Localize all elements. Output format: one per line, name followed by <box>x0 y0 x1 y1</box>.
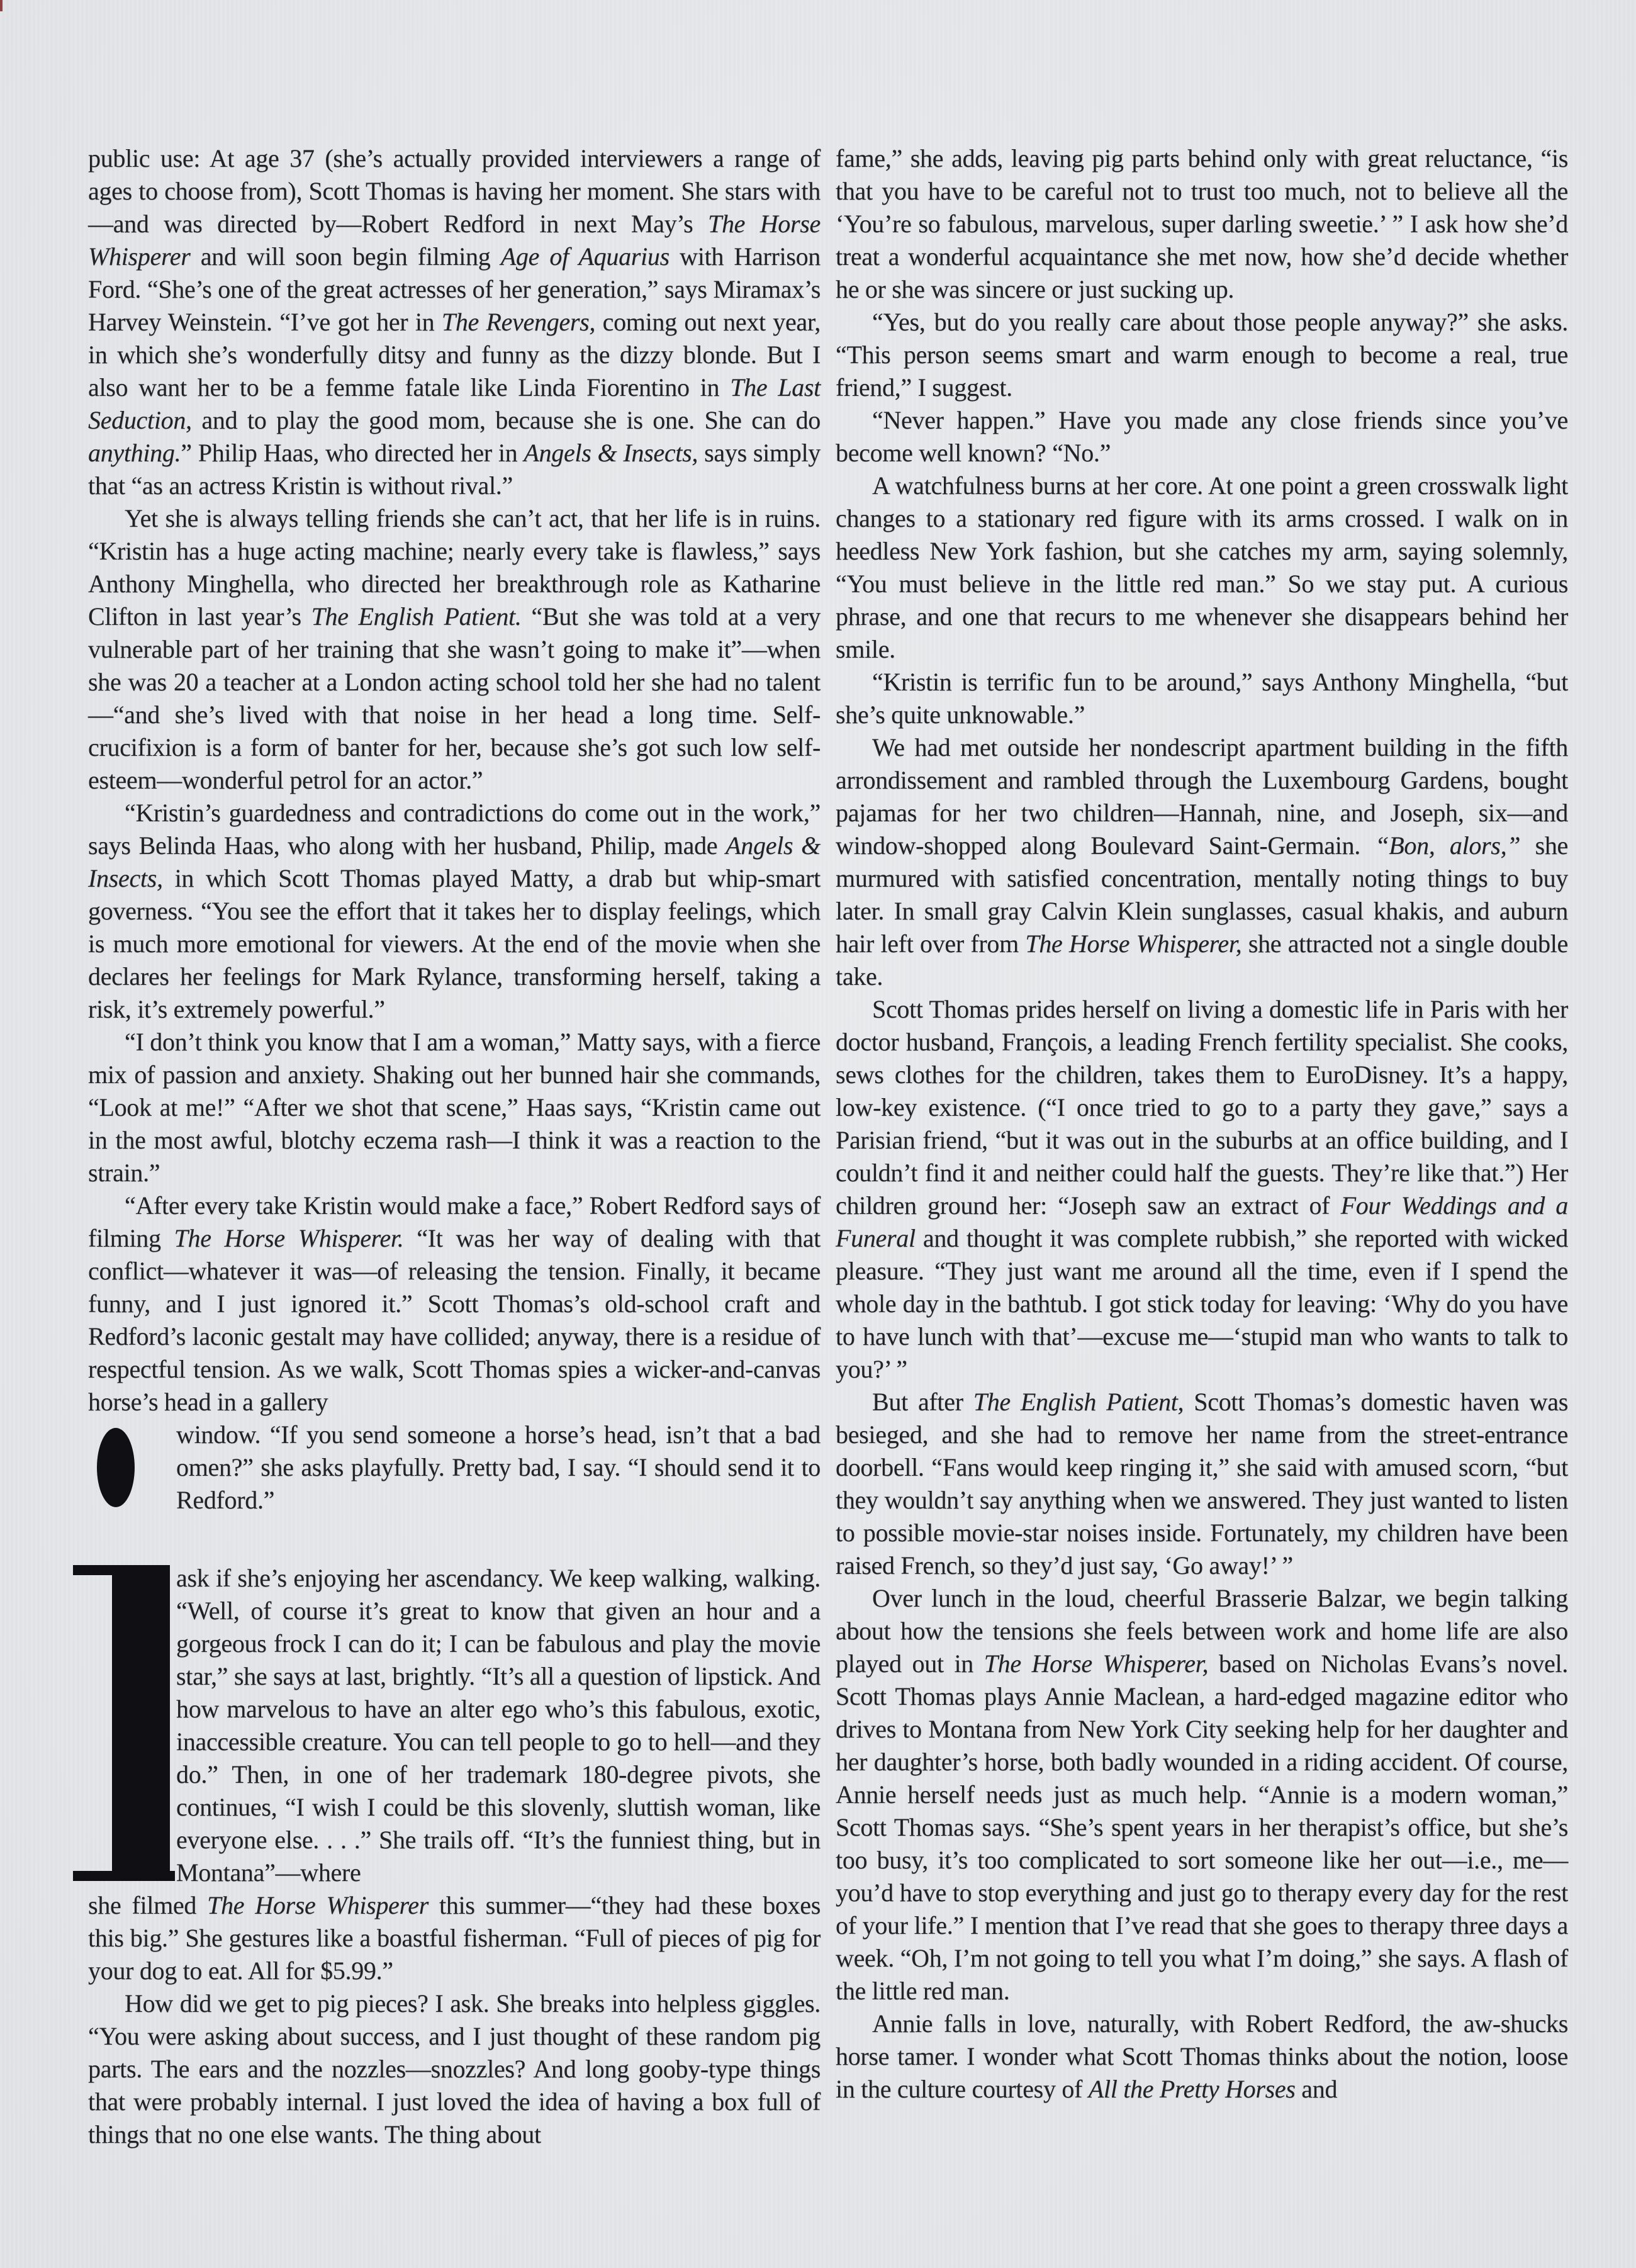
italic-text-segment: The Horse Whisperer, <box>1025 929 1242 958</box>
text-segment: she attracted not a single double take. <box>836 929 1568 991</box>
text-segment: she murmured with satisfied concentration, mentally noting things to buy later. In small gray Calvin Klein sunglasses, casual khakis, and auburn hair left over from <box>836 831 1568 958</box>
text-segment: “But she was told at a very vulnerable part of her training that she wasn’t going to make it”—when she was 20 a teacher at a London acting school told her she had no talent—“and she’s lived with that noise in her head a long time. Self-crucifixion is a form of banter for her, because she’s got such low self-esteem—wonderful petrol for an actor.” <box>88 602 821 794</box>
right-column <box>836 142 1568 2151</box>
text-segment: and thought it was complete rubbish,” she reported with wicked pleasure. “They just want me around all the time, even if I spend the whole day in the bathtub. I got stick today for leaving: ‘Why do you have to have lunch with that’—excuse me—‘stupid man who wants to talk to you?’ ” <box>836 1224 1568 1383</box>
text-segment: public use: At age 37 (she’s actually provided interviewers a range of ages to choose from), Scott Thomas is having her moment. She stars with—and was directed by—Robert Redford in next May’s <box>88 144 821 238</box>
text-segment: and will soon begin filming <box>190 242 501 271</box>
text-segment: says simply that “as an actress Kristin is without rival.” <box>88 439 821 500</box>
italic-text-segment: The Revengers, <box>441 308 596 336</box>
paragraph <box>836 142 1568 306</box>
paragraph <box>836 404 1568 469</box>
text-segment: We had met outside her nondescript apartment building in the fifth arrondissement and rambled through the Luxembourg Gardens, bought pajamas for her two children—Hannah, nine, and Joseph, six—and window-shopped along Boulevard Saint-Germain. <box>836 733 1568 860</box>
text-segment: this summer—“they had these boxes this big.” She gestures like a boastful fisherman. “Full of pieces of pig for your dog to eat. All for $5.99.” <box>88 1891 821 1985</box>
text-segment: How did we get to pig pieces? I ask. She breaks into helpless giggles. “You were asking about success, and I just thought of these random pig parts. The ears and the nozzles—snozzles? And long gooby-type things that were probably internal. I just loved the idea of having a box full of things that no one else wants. The thing about <box>88 1989 821 2148</box>
paragraph <box>836 1386 1568 1582</box>
text-segment: “Never happen.” Have you made any close friends since you’ve become well known? “No.” <box>836 406 1568 467</box>
text-segment: But after <box>872 1388 973 1416</box>
text-segment: “It was her way of dealing with that conflict—whatever it was—of releasing the tension. Finally, it became funny, and I just ignored it.” Scott Thomas’s old-school craft and Redford’s laconic gestalt may have collided; anyway, there is a residue of respectful tension. As we walk, Scott Thomas spies a wicker-and-canvas horse’s head in a gallery <box>88 1224 821 1416</box>
text-segment: ask if she’s enjoying her ascendancy. We keep walking, walking. “Well, of course it’s great to know that given an hour and a gorgeous frock I can do it; I can be fabulous and play the movie star,” she says at last, brightly. “It’s all a question of lipstick. And how marvelous to have an alter ego who’s this fabulous, exotic, inaccessible creature. You can tell people to go to hell—and they do.” Then, in one of her trademark 180-degree pivots, she continues, “I wish I could be this slovenly, sluttish woman, like everyone else. . . .” She trails off. “It’s the funniest thing, but in Montana”—where <box>176 1564 821 1887</box>
italic-text-segment: “Bon, alors,” <box>1375 831 1521 860</box>
paragraph <box>88 1026 821 1189</box>
section-oval-marker <box>97 1428 135 1507</box>
italic-text-segment: Angels & Insects, <box>524 439 698 467</box>
text-segment: “I don’t think you know that I am a woman,” Matty says, with a fierce mix of passion and anxiety. Shaking out her bunned hair she commands, “Look at me!” “After we shot that scene,” Haas says, “Kristin came out in the most awful, blotchy eczema rash—I think it was a reaction to the strain.” <box>88 1028 821 1187</box>
paragraph <box>836 2007 1568 2106</box>
text-segment: “After every take Kristin would make a face,” Robert Redford says of filming <box>88 1191 821 1252</box>
drop-cap-section <box>88 1562 821 1889</box>
text-segment: in which Scott Thomas played Matty, a drab but whip-smart governess. “You see the effort that it takes her to display feelings, which is much more emotional for viewers. At the end of the movie when she declares her feelings for Mark Rylance, transforming herself, taking a risk, it’s extremely powerful.” <box>88 864 821 1023</box>
italic-text-segment: The Horse Whisperer. <box>174 1224 404 1252</box>
italic-text-segment: Age of Aquarius <box>500 242 670 271</box>
text-segment: A watchfulness burns at her core. At one point a green crosswalk light changes to a stationary red figure with its arms crossed. I walk on in heedless New York fashion, but she catches my arm, saying solemnly, “You must believe in the little red man.” So we stay put. A curious phrase, and one that recurs to me whenever she disappears behind her smile. <box>836 471 1568 663</box>
paragraph <box>176 1562 821 1889</box>
text-segment: and <box>1295 2075 1338 2103</box>
text-segment: fame,” she adds, leaving pig parts behind only with great reluctance, “is that you have to be careful not to trust too much, not to believe all the ‘You’re so fabulous, marvelous, super darling sweetie.’ ” I ask how she’d treat a wonderful acquaintance she met now, how she’d decide whether he or she was sincere or just sucking up. <box>836 144 1568 303</box>
text-segment: “Kristin is terrific fun to be around,” says Anthony Minghella, “but she’s quite unknowable.” <box>836 668 1568 729</box>
text-segment: she filmed <box>88 1891 208 1919</box>
paragraph <box>836 1582 1568 2007</box>
text-segment: and to play the good mom, because she is one. She can do <box>191 406 821 434</box>
paragraph <box>836 666 1568 731</box>
left-column <box>88 142 821 2151</box>
drop-cap-bottom-serif <box>73 1871 175 1881</box>
paragraph <box>88 797 821 1026</box>
italic-text-segment: The English Patient, <box>973 1388 1184 1416</box>
article-body <box>88 142 1568 2151</box>
text-segment: Scott Thomas’s domestic haven was besieged, and she had to remove her name from the street-entrance doorbell. “Fans would keep ringing it,” she said with amused scorn, “but they wouldn’t say anything when we answered. They just wanted to listen to possible movie-star noises inside. Fortunately, my children have been raised French, so they’d just say, ‘Go away!’ ” <box>836 1388 1568 1580</box>
text-segment: “Kristin’s guardedness and contradictions do come out in the work,” says Belinda Haas, who along with her husband, Philip, made <box>88 799 821 860</box>
drop-cap-letter-i <box>72 1565 176 1881</box>
text-segment: with Harrison Ford. “She’s one of the great actresses of her generation,” says Miramax’s Harvey Weinstein. “I’ve got her in <box>88 242 821 336</box>
paragraph <box>836 469 1568 666</box>
italic-text-segment: anything. <box>88 439 181 467</box>
italic-text-segment: The English Patient. <box>311 602 522 631</box>
paragraph <box>88 502 821 797</box>
paragraph <box>88 1987 821 2151</box>
paragraph <box>176 1418 821 1517</box>
text-segment: Annie falls in love, naturally, with Robert Redford, the aw-shucks horse tamer. I wonder what Scott Thomas thinks about the notion, loose in the culture courtesy of <box>836 2009 1568 2103</box>
oval-marker-row <box>88 1418 821 1517</box>
italic-text-segment: Angels & Insects, <box>88 831 821 892</box>
drop-cap-stem <box>112 1565 170 1881</box>
text-segment: “Yes, but do you really care about those people anyway?” she asks. “This person seems smart and warm enough to become a real, true friend,” I suggest. <box>836 308 1568 401</box>
text-segment: window. “If you send someone a horse’s head, isn’t that a bad omen?” she asks playfully. Pretty bad, I say. “I should send it to Redford.” <box>176 1420 821 1514</box>
oval-marker-cell <box>88 1418 176 1517</box>
text-segment: based on Nicholas Evans’s novel. Scott Thomas plays Annie Maclean, a hard-edged magazine editor who drives to Montana from New York City seeking help for her daughter and her daughter’s horse, both badly wounded in a riding accident. Of course, Annie herself needs just as much help. “Annie is a modern woman,” Scott Thomas says. “She’s spent years in her therapist’s office, but she’s too busy, it’s too complicated to sort someone like her out—i.e., me—you’d have to stop everything and just go to therapy every day for the rest of your life.” I mention that I’ve read that she goes to therapy three days a week. “Oh, I’m not going to tell you what I’m doing,” she says. A flash of the little red man. <box>836 1649 1568 2005</box>
italic-text-segment: The Horse Whisperer, <box>983 1649 1209 1678</box>
italic-text-segment: The Horse Whisperer <box>207 1891 429 1919</box>
paragraph <box>88 1889 821 1987</box>
scan-edge-artifact <box>0 0 3 11</box>
text-segment: Over lunch in the loud, cheerful Brasserie Balzar, we begin talking about how the tensions she feels between work and home life are also played out in <box>836 1584 1568 1678</box>
paragraph <box>88 142 821 502</box>
paragraph <box>88 1189 821 1418</box>
italic-text-segment: The Last Seduction, <box>88 373 821 434</box>
paragraph <box>836 731 1568 993</box>
text-segment: Yet she is always telling friends she can’t act, that her life is in ruins. “Kristin has a huge acting machine; nearly every take is flawless,” says Anthony Minghella, who directed her breakthrough role as Katharine Clifton in last year’s <box>88 504 821 631</box>
paragraph <box>836 306 1568 404</box>
italic-text-segment: All the Pretty Horses <box>1088 2075 1296 2103</box>
italic-text-segment: Four Weddings and a Funeral <box>836 1191 1568 1252</box>
paragraph <box>836 993 1568 1386</box>
text-segment: Scott Thomas prides herself on living a domestic life in Paris with her doctor husband, François, a leading French fertility specialist. She cooks, sews clothes for the children, takes them to EuroDisney. It’s a happy, low-key existence. (“I once tried to go to a party they gave,” says a Parisian friend, “but it was out in the suburbs at an office building, and I couldn’t find it and neither could half the guests. They’re like that.”) Her children ground her: “Joseph saw an extract of <box>836 995 1568 1220</box>
text-segment: ” Philip Haas, who directed her in <box>181 439 524 467</box>
text-segment: coming out next year, in which she’s wonderfully ditsy and funny as the dizzy blonde. But I also want her to be a femme fatale like Linda Fiorentino in <box>88 308 821 401</box>
italic-text-segment: The Horse Whisperer <box>88 210 821 271</box>
